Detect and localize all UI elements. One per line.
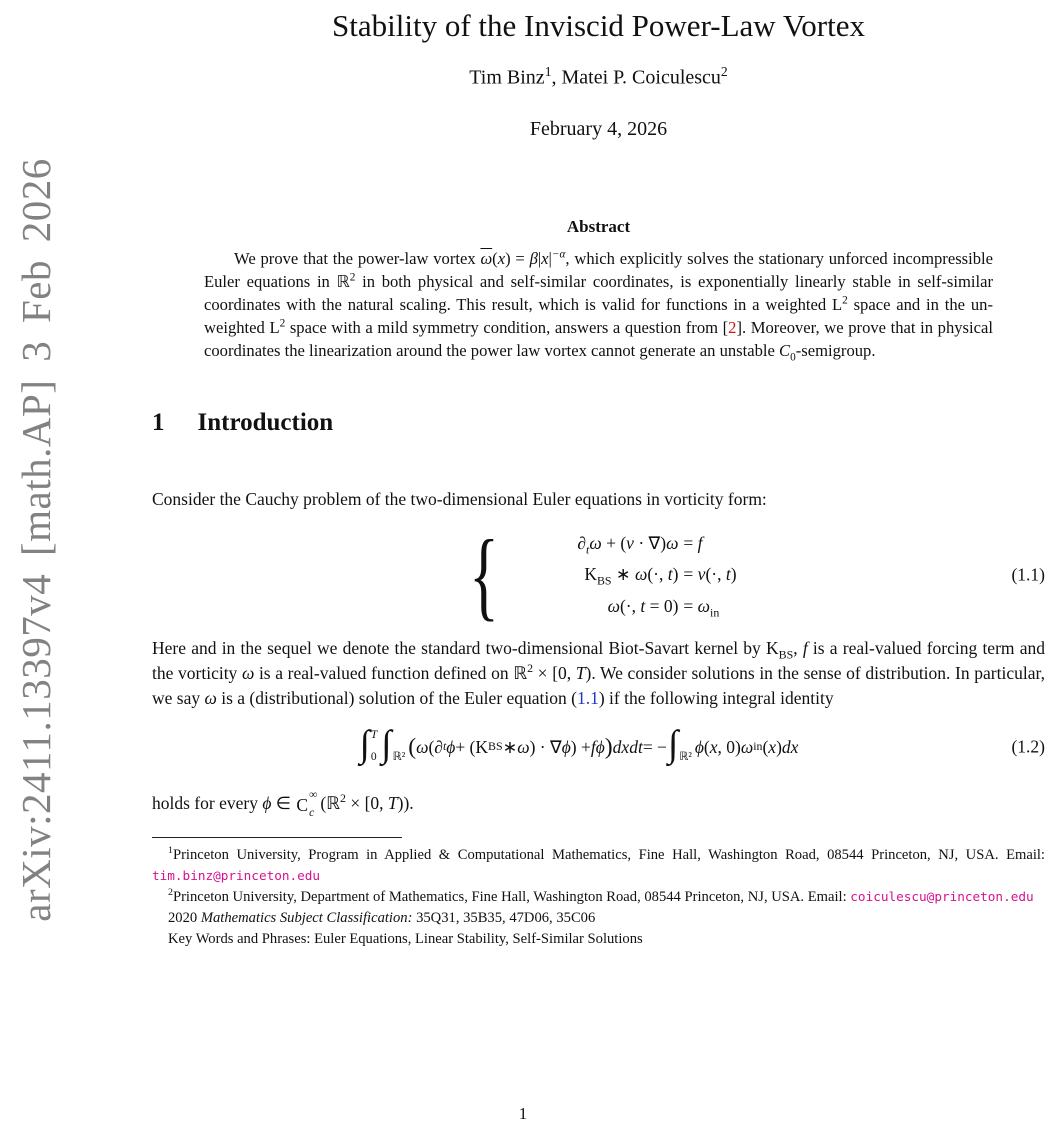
text-run: is a real-valued function defined on: [254, 663, 514, 684]
text-run: BS: [596, 573, 612, 588]
integral-limits: ℝ²: [392, 751, 406, 764]
text-run: 2: [279, 317, 286, 330]
text-run: (ℝ: [320, 792, 340, 813]
text-run: 2020: [168, 909, 201, 926]
text-run: (: [762, 736, 769, 757]
text-run: ℝ: [336, 272, 350, 292]
text-run: =: [683, 595, 698, 616]
text-run: ) · ∇: [529, 736, 562, 757]
page-number: 1: [518, 1104, 528, 1123]
footnote-2: [152, 887, 1045, 908]
left-brace: {: [469, 518, 500, 630]
text-run: ϕ: [446, 736, 456, 757]
text-run: , 0): [717, 736, 741, 757]
text-run: ): [672, 564, 679, 585]
text-run: ) if the following integral identity: [598, 688, 834, 709]
footnote-block: [152, 837, 1045, 950]
text-run: T: [575, 663, 586, 684]
text-run: Here and in the sequel we denote the standard two-dimensional Biot-Savart kernel by K: [152, 637, 779, 658]
equation-1-1-cases: [460, 518, 737, 630]
integral-limits: ℝ²: [679, 751, 692, 764]
text-run: ω: [416, 736, 429, 757]
text-run: ω: [589, 533, 602, 554]
text-run: |: [537, 249, 542, 269]
equation-rhs: [683, 593, 719, 620]
text-run: We prove that the power-law vortex: [234, 249, 481, 269]
text-run: is a real-valued forcing term and the vorticity: [152, 637, 1045, 684]
paragraph-holds-for-every: [152, 789, 1045, 821]
text-run: K: [475, 736, 489, 757]
text-run: )).: [397, 792, 414, 813]
text-run: f: [802, 637, 808, 658]
text-run: in: [753, 738, 763, 753]
equation-1-2-body: [359, 723, 839, 766]
text-run: + (: [601, 533, 627, 554]
text-run: ∂: [577, 533, 587, 554]
text-run: t: [442, 738, 447, 753]
integral-glyph: ∫: [381, 723, 392, 766]
text-run: 35Q31, 35B35, 47D06, 35C06: [412, 909, 596, 926]
text-run: K: [584, 564, 597, 585]
text-run: (: [492, 249, 498, 269]
text-run: ω: [740, 736, 754, 757]
text-run: Princeton University, Department of Mathematics, Fine Hall, Washington Road, 08544 Princeton, NJ, USA. Email:: [172, 888, 851, 905]
text-run: 2: [168, 886, 173, 898]
abstract-text: [204, 248, 993, 363]
integral-limits: ∞ c: [309, 788, 318, 820]
text-run: =: [683, 564, 698, 585]
text-run: ℝ: [513, 663, 528, 684]
equation-rhs: [683, 530, 702, 557]
text-run: , which explicitly solves the stationary unforced incompressible Euler equations in: [204, 249, 993, 292]
text-run: ∗: [611, 564, 635, 585]
text-run: (: [703, 736, 710, 757]
paper-content: [152, 0, 1045, 950]
text-run: (·,: [705, 564, 726, 585]
text-run: holds for every: [152, 792, 263, 813]
text-run: BS: [778, 647, 794, 662]
equation-row: [510, 593, 736, 620]
text-run: ω: [204, 688, 217, 709]
paragraph-cauchy-problem: [152, 487, 1045, 512]
equation-1-1: [152, 518, 1045, 630]
integral-symbol: [359, 723, 378, 766]
equation-1-2: [152, 723, 1045, 766]
equation-rhs: [683, 561, 736, 588]
text-run: =: [683, 533, 698, 554]
text-run: ω: [666, 533, 679, 554]
citation-link[interactable]: 2: [728, 317, 737, 337]
text-run: ϕ: [561, 736, 571, 757]
footnote-1: [152, 845, 1045, 887]
text-run: 2: [720, 63, 728, 79]
section-number: 1: [152, 409, 165, 437]
text-run: x: [497, 249, 506, 269]
equation-lhs: [510, 593, 678, 620]
author-line: [152, 65, 1045, 90]
text-run: ω: [607, 595, 620, 616]
text-run: , Matei P. Coiculescu: [551, 66, 721, 89]
text-run: ∗: [502, 736, 518, 757]
text-run: fϕ: [590, 736, 605, 757]
equation-lhs: [510, 561, 678, 588]
equation-label-1-2: (1.2): [1011, 736, 1045, 757]
text-run: Princeton University, Program in Applied & Computational Mathematics, Fine Hall, Washington Road, 08544 Princeton, NJ, USA. Email:: [172, 846, 1045, 863]
text-run: space and in the un-weighted L: [204, 294, 993, 337]
section-heading-introduction: [152, 409, 1045, 437]
text-run: ). We consider solutions in the sense of distribution. In particular, we say: [152, 663, 1045, 709]
text-run: T: [387, 792, 398, 813]
text-run: Mathematics Subject Classification:: [200, 909, 413, 926]
text-run: in: [710, 605, 720, 620]
equation-row: [510, 530, 736, 557]
equation-label-1-1: (1.1): [1011, 564, 1045, 585]
symbol-glyph: C: [296, 794, 309, 815]
text-run: ): [604, 733, 613, 760]
arxiv-watermark: arXiv:2411.13397v4 [math.AP] 3 Feb 2026: [13, 158, 59, 922]
integral-glyph: ∫: [359, 723, 370, 766]
email-link[interactable]: tim.binz@princeton.edu: [152, 867, 321, 883]
text-run: x: [709, 736, 718, 757]
abstract-heading: Abstract: [566, 217, 631, 237]
text-run: dxdt: [612, 736, 643, 757]
text-run: + (: [455, 736, 476, 757]
text-run: 1: [168, 844, 173, 856]
text-run: β: [529, 249, 538, 269]
paragraph-biot-savart: [152, 636, 1045, 711]
text-run: in both physical and self-similar coordinates, is exponentially linearly stable in self-similar coordinates with the natural scaling. This result, which is valid for functions in a weighted L: [204, 272, 994, 314]
text-run: 1: [544, 63, 552, 79]
text-run: (·,: [619, 595, 641, 616]
equation-row: [510, 561, 736, 588]
text-run: ω: [241, 663, 255, 684]
text-run: × [0,: [533, 663, 576, 684]
stacked-limits-symbol: [296, 789, 317, 821]
text-run: t: [725, 564, 731, 585]
paper-date: February 4, 2026: [529, 118, 668, 141]
email-link[interactable]: coiculescu@princeton.edu: [850, 888, 1034, 904]
text-run: is a (distributional) solution of the Euler equation (: [216, 688, 577, 709]
text-run: $\overline{\omega}$: [480, 249, 493, 269]
text-run: ω: [697, 595, 711, 616]
integral-glyph: ∫: [667, 723, 679, 766]
paper-title: Stability of the Inviscid Power-Law Vortex: [332, 8, 865, 43]
text-run: 2: [527, 661, 534, 676]
text-run: t: [586, 542, 590, 557]
text-run: v: [626, 533, 634, 554]
text-run: |: [548, 249, 552, 269]
text-run: -semigroup.: [795, 340, 876, 360]
text-run: × [0,: [345, 792, 388, 813]
text-run: 2: [340, 791, 346, 806]
text-run: 2: [842, 294, 848, 307]
text-run: ω: [634, 564, 648, 585]
text-run: 0: [790, 350, 796, 363]
text-run: ): [730, 564, 737, 585]
text-run: ω: [517, 736, 530, 757]
text-run: 2: [349, 271, 356, 284]
integral-symbol: [667, 723, 692, 766]
footnote-rule: [152, 837, 402, 838]
text-run: t: [667, 564, 673, 585]
text-run: f: [697, 533, 703, 554]
text-run: x: [541, 249, 549, 269]
text-run: dx: [781, 736, 799, 757]
text-run: ) =: [505, 249, 530, 269]
text-run: ϕ: [262, 792, 272, 813]
text-run: ): [776, 736, 782, 757]
text-run: Consider the Cauchy problem of the two-dimensional Euler equations in vorticity form:: [152, 489, 767, 510]
text-run: (·,: [647, 564, 668, 585]
text-run: C: [779, 340, 791, 360]
text-run: v: [697, 564, 706, 585]
section-title: Introduction: [197, 409, 334, 437]
text-run: ,: [793, 637, 803, 658]
equation-lhs: [510, 530, 678, 557]
text-run: BS: [488, 738, 503, 753]
footnote-keywords: [152, 929, 1045, 950]
text-run: ∈: [271, 792, 296, 813]
integral-symbol: [381, 723, 406, 766]
equation-rows: [510, 530, 736, 619]
text-run: x: [768, 736, 777, 757]
text-run: ) +: [570, 736, 591, 757]
text-run: space with a mild symmetry condition, answers a question from [: [285, 317, 729, 337]
text-run: (: [408, 733, 417, 760]
integral-limits: T 0: [370, 729, 378, 764]
text-run: = 0): [645, 595, 679, 616]
text-run: −α: [551, 248, 566, 261]
text-run: ]. Moreover, we prove that in physical coordinates the linearization around the power law vortex cannot generate an unstable: [204, 317, 993, 360]
text-run: (∂: [428, 736, 443, 757]
text-run: · ∇): [633, 533, 667, 554]
text-run: t: [640, 595, 646, 616]
text-run: Key Words and Phrases: Euler Equations, Linear Stability, Self-Similar Solutions: [168, 930, 643, 947]
footnote-msc: [152, 908, 1045, 929]
text-run: = −: [642, 736, 667, 757]
equation-ref-link[interactable]: 1.1: [576, 688, 599, 709]
text-run: Tim Binz: [469, 66, 545, 89]
text-run: ϕ: [694, 736, 704, 757]
